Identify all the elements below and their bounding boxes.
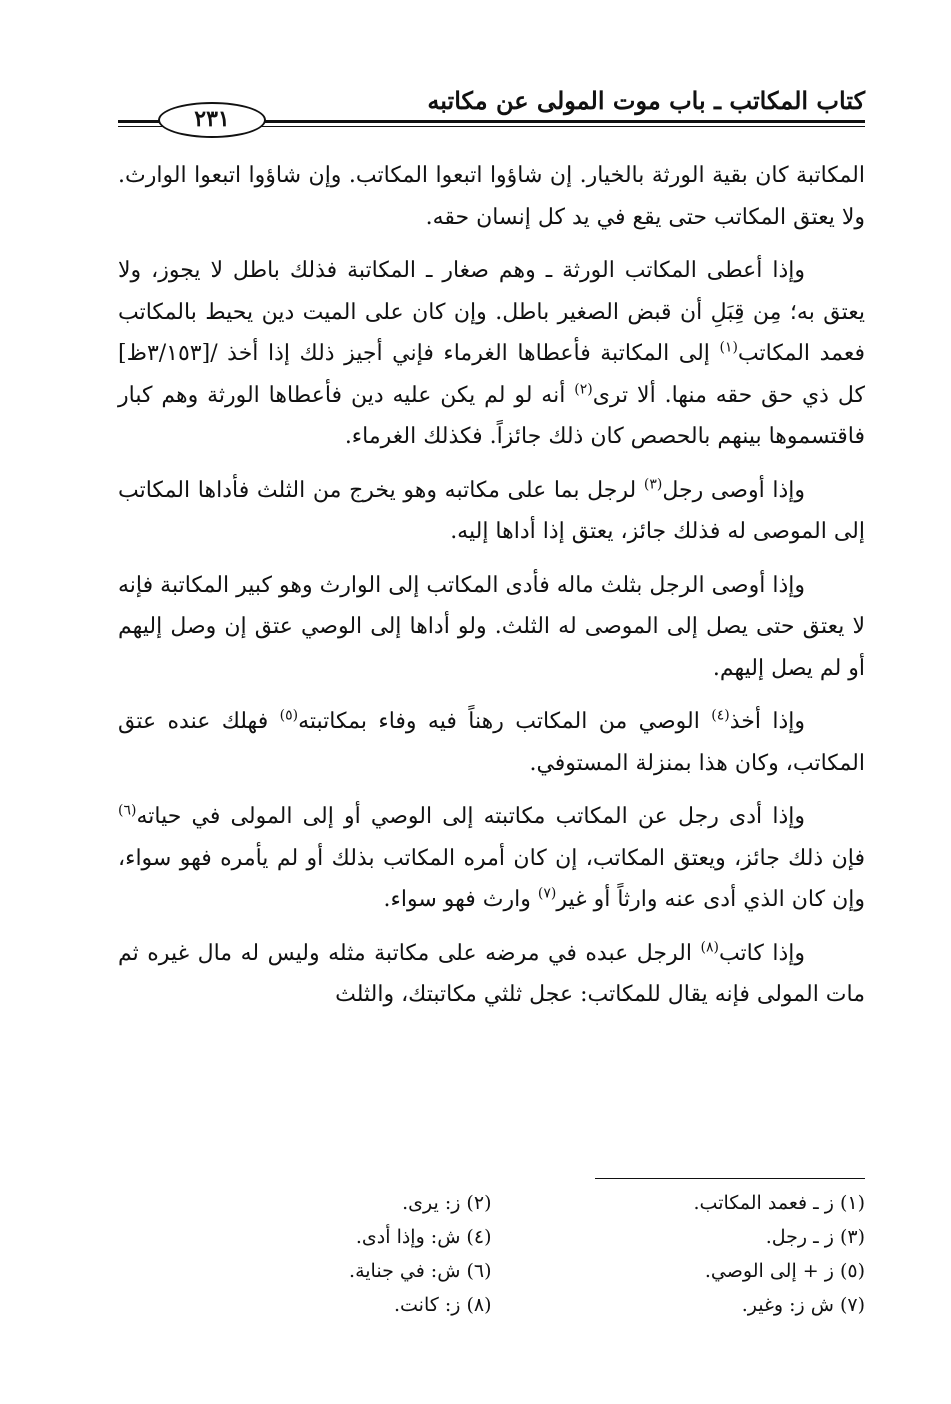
paragraph-text: وإذا أدى رجل عن المكاتب مكاتبته إلى الوصي أو إلى المولى في حياته	[136, 804, 805, 829]
paragraph-text: وإذا أعطى المكاتب الورثة ـ وهم صغار ـ المكاتبة فذلك باطل لا يجوز، ولا يعتق به؛ مِن قِبَلِ أن قبض الصغير باطل. وإن كان على الميت دين يحيط بالمكاتب فعمد المكاتب	[118, 258, 865, 366]
page-number-badge	[158, 102, 266, 138]
footnote-marker: (٢)	[574, 381, 593, 398]
footnote-marker: (١)	[719, 339, 738, 356]
footnote-marker: (٨)	[700, 939, 719, 956]
footnote-row	[118, 1288, 865, 1322]
paragraph-text: وإذا أوصى الرجل بثلث ماله فأدى المكاتب إلى الوارث وهو كبير المكاتبة فإنه لا يعتق حتى يصل إلى الموصى له الثلث. ولو أداها إلى الوصي عتق إن وصل إليهم أو لم يصل إليهم.	[118, 572, 865, 681]
footnote-item: (٦) ش: في جناية.	[349, 1260, 492, 1282]
footnote-item: (٧) ش ز: وغير.	[741, 1294, 865, 1316]
paragraph-text: وارث فهو سواء.	[383, 887, 538, 912]
footnote-row	[118, 1254, 865, 1288]
footnotes	[118, 1186, 865, 1322]
paragraph-text: وإذا أخذ	[729, 709, 805, 734]
page-number: ٢٣١	[194, 106, 230, 132]
page-header	[118, 86, 865, 132]
running-title: كتاب المكاتب ـ باب موت المولى عن مكاتبه	[427, 86, 865, 115]
paragraph-text: فهلك عنده عتق المكاتب، وكان هذا بمنزلة المستوفي.	[118, 709, 865, 776]
paragraph-text: وإذا أوصى رجل	[662, 477, 805, 503]
footnote-marker: (٤)	[711, 707, 730, 724]
footnote-marker: (٥)	[279, 707, 299, 724]
paragraph	[118, 155, 865, 238]
paragraph-text: إلى المكاتبة فأعطاها الغرماء فإني أجيز ذلك إذا أخذ /[٣/١٥٣ظ] كل ذي حق حقه منها. ألا ترى	[118, 341, 865, 408]
footnote-item: (٥) ز + إلى الوصي.	[704, 1260, 865, 1282]
footnote-row	[118, 1186, 865, 1220]
paragraph	[118, 470, 865, 553]
footnote-marker: (٣)	[643, 476, 663, 493]
paragraph-text: المكاتبة كان بقية الورثة بالخيار. إن شاؤوا اتبعوا المكاتب. وإن شاؤوا اتبعوا الوارث. ولا يعتق المكاتب حتى يقع في يد كل إنسان حقه.	[118, 163, 865, 230]
footnote-item: (٤) ش: وإذا أدى.	[355, 1226, 492, 1248]
footnote-item: (٣) ز ـ رجل.	[765, 1226, 865, 1248]
footnote-row	[118, 1220, 865, 1254]
footnote-marker: (٦)	[118, 802, 137, 819]
footnote-item: (٢) ز: يرى.	[402, 1192, 492, 1214]
footnote-divider	[595, 1178, 865, 1179]
paragraph	[118, 701, 865, 784]
paragraph-text: لرجل بما على مكاتبه وهو يخرج من الثلث فأداها المكاتب إلى الموصى له فذلك جائز، يعتق إذا أداها إليه.	[118, 477, 865, 544]
paragraph-text: الوصي من المكاتب رهناً فيه وفاء بمكاتبته	[298, 709, 712, 734]
paragraph-text: الرجل عبده في مرضه على مكاتبة مثله وليس له مال غيره ثم مات المولى فإنه يقال للمكاتب: عجل ثلثي مكاتبتك، والثلث	[118, 940, 865, 1007]
footnote-item: (١) ز ـ فعمد المكاتب.	[693, 1192, 865, 1214]
main-text	[118, 155, 865, 1028]
paragraph-text: وإذا كاتب	[718, 940, 805, 966]
paragraph-text: فإن ذلك جائز، ويعتق المكاتب، إن كان أمره المكاتب بذلك أو لم يأمره فهو سواء، وإن كان الذي أدى عنه وارثاً أو غير	[118, 845, 865, 912]
paragraph	[118, 565, 865, 690]
footnote-item: (٨) ز: كانت.	[393, 1294, 492, 1316]
paragraph	[118, 796, 865, 921]
paragraph-text: أنه لو لم يكن عليه دين فأعطاها الورثة وهم كبار فاقتسموها بينهم بالحصص كان ذلك جائزاً. فكذلك الغرماء.	[118, 382, 865, 449]
paragraph	[118, 250, 865, 458]
footnote-marker: (٧)	[537, 885, 557, 902]
paragraph	[118, 933, 865, 1016]
